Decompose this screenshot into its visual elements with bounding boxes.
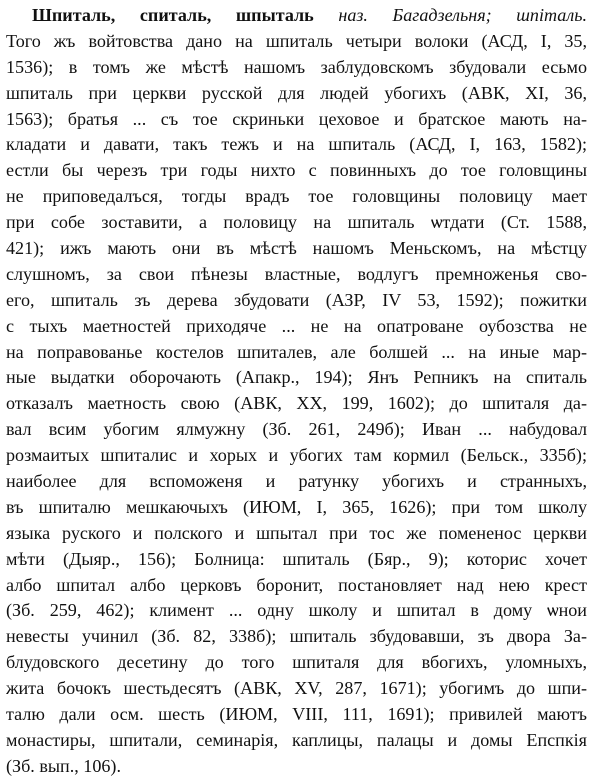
entry-line: шпиталь при церкви русской для людей убогихъ (АВК, XI, 36, (6, 82, 587, 103)
entry-line: отказалъ маетность свою (АВК, XX, 199, 1602); до шпиталя да- (6, 393, 587, 414)
headword: Шпиталь, спиталь, шпыталь (32, 5, 314, 25)
entry-line: 421); ижъ мають они въ мѣстѣ нашомъ Меньскомъ, на мѣстцу (6, 238, 587, 259)
entry-line: слушномъ, за свои пѣнезы властные, водлугъ премноженья сво- (6, 263, 587, 284)
entry-line: наиболее для вспоможеня и ратунку убогихъ и странныхъ, (6, 471, 587, 492)
entry-line: кладати и давати, такъ тежъ и на шпиталь (АСД, I, 163, 1582); (6, 134, 587, 155)
entry-line: албо шпитал албо церковъ боронит, постановляет над нею крест (6, 574, 587, 595)
entry-line: 1563); братья ... съ тое скриньки цеховое и братское мають на- (6, 108, 587, 129)
entry-line: (Зб. вып., 106). (6, 755, 121, 776)
entry-line: мѣти (Дыяр., 156); Болница: шпиталь (Бяр., 9); которис хочет (6, 548, 587, 569)
entry-line: языка руского и полского и шпытал при тос же помененос церкви (6, 522, 587, 543)
entry-heading-line (6, 3, 587, 29)
entry-line: (Зб. 259, 462); климент ... одну школу и шпитал в дому ѡнои (6, 600, 587, 621)
entry-line: вал всим убогим ялмужну (Зб. 261, 249б); Иван ... набудовал (6, 419, 587, 440)
grammar-note: наз. Багадзельня; шпіталь. (338, 5, 587, 25)
entry-line: его, шпиталь зъ дерева збудовати (АЗР, IV 53, 1592); пожитки (6, 289, 587, 310)
entry-line: жита бочокъ шестьдесятъ (АВК, XV, 287, 1671); убогимъ до шпи- (6, 678, 587, 699)
entry-line: розмаитых шпиталис и хорых и убогих там кормил (Бельск., 335б); (6, 445, 587, 466)
dictionary-entry (6, 3, 587, 780)
entry-line: монастиры, шпитали, семинарія, каплицы, палацы и домы Епспкія (6, 729, 587, 750)
entry-line: ные выдатки оборочають (Апакр., 194); Янъ Репникъ на спиталь (6, 367, 587, 388)
entry-line: невесты учинил (Зб. 82, 338б); шпиталь збудовавши, зъ двора За- (6, 626, 587, 647)
entry-line: не приповедалъся, тогды врадъ тое головщины половицу мает (6, 186, 587, 207)
entry-line: при собе зоставити, а половицу на шпиталь ѡтдати (Ст. 1588, (6, 212, 587, 233)
entry-line: талю дали осм. шесть (ИЮМ, VIII, 111, 1691); привилей маютъ (6, 704, 587, 725)
entry-line: блудовского десетину до того шпиталя для вбогихъ, уломныхъ, (6, 652, 587, 673)
entry-line: 1536); в томъ же мѣстѣ нашомъ заблудовскомъ збудовали есьмо (6, 56, 587, 77)
entry-line: Того жъ войтовства дано на шпиталь четыри волоки (АСД, I, 35, (6, 30, 587, 51)
entry-line: естли бы черезъ три годы нихто с повинныхъ до тое головщины (6, 160, 587, 181)
entry-line: въ шпиталю мешкаючыхъ (ИЮМ, I, 365, 1626); при том школу (6, 496, 587, 517)
entry-line: на поправованье костелов шпиталев, але болшей ... на иные мар- (6, 341, 587, 362)
entry-line: с тыхъ маетностей приходяче ... не на опатроване оубозства не (6, 315, 587, 336)
